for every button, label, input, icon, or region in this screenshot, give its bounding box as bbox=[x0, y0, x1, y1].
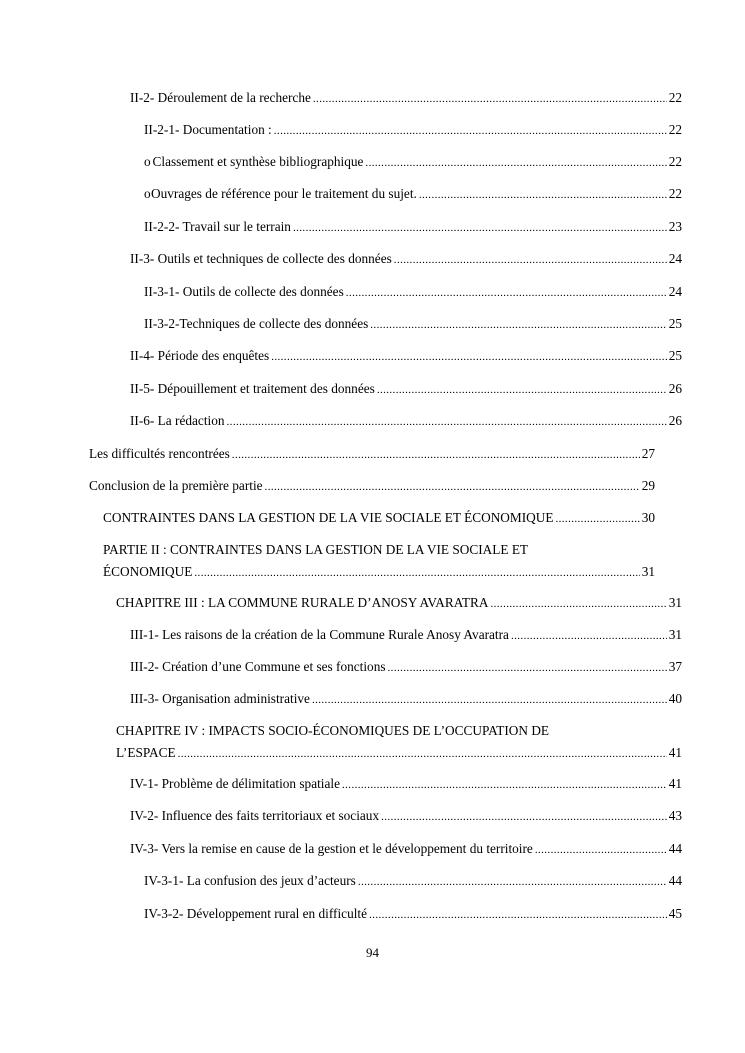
toc-entry-iv-3-1[interactable] bbox=[144, 872, 682, 891]
toc-entry-ii-4[interactable] bbox=[130, 347, 682, 366]
dot-leader bbox=[535, 842, 667, 859]
dot-leader bbox=[312, 692, 667, 709]
toc-entry-page: 29 bbox=[641, 478, 655, 493]
toc-entry-iv-1[interactable] bbox=[130, 775, 682, 794]
toc-entry-contraintes[interactable] bbox=[103, 509, 655, 528]
toc-entry-page: 40 bbox=[668, 691, 682, 706]
dot-leader bbox=[232, 447, 640, 464]
dot-leader bbox=[271, 349, 667, 366]
toc-entry-title-line1: CHAPITRE IV : IMPACTS SOCIO-ÉCONOMIQUES DE L’OCCUPATION DE bbox=[116, 723, 550, 738]
toc-entry-page: 22 bbox=[668, 186, 682, 201]
toc-entry-ouvrages[interactable] bbox=[144, 185, 682, 204]
toc-entry-page: 31 bbox=[668, 627, 682, 642]
toc-entry-page: 27 bbox=[641, 446, 655, 461]
toc-entry-iv-3[interactable] bbox=[130, 840, 682, 859]
dot-leader bbox=[293, 220, 667, 237]
toc-entry-title: CHAPITRE III : LA COMMUNE RURALE D’ANOSY AVARATRA bbox=[116, 595, 489, 610]
toc-entry-page: 24 bbox=[668, 284, 682, 299]
toc-entry-ii-2-1[interactable] bbox=[144, 121, 682, 140]
toc-entry-iii-1[interactable] bbox=[130, 626, 682, 645]
toc-entry-page: 22 bbox=[668, 154, 682, 169]
toc-entry-title: II-2-1- Documentation : bbox=[144, 122, 272, 137]
toc-entry-title: IV-3- Vers la remise en cause de la gestion et le développement du territoire bbox=[130, 841, 533, 856]
dot-leader bbox=[394, 252, 667, 269]
toc-entry-title-line1: PARTIE II : CONTRAINTES DANS LA GESTION DE LA VIE SOCIALE ET bbox=[103, 542, 529, 557]
dot-leader bbox=[490, 596, 666, 613]
dot-leader bbox=[381, 809, 667, 826]
dot-leader bbox=[313, 91, 667, 108]
toc-entry-title: II-3- Outils et techniques de collecte des données bbox=[130, 251, 392, 266]
toc-entry-title: II-5- Dépouillement et traitement des données bbox=[130, 381, 375, 396]
toc-entry-page: 22 bbox=[668, 90, 682, 105]
toc-entry-ii-3-1[interactable] bbox=[144, 283, 682, 302]
toc-entry-chapitre-iv[interactable] bbox=[116, 720, 682, 765]
toc-entry-difficultes[interactable] bbox=[89, 445, 655, 464]
toc-entry-page: 25 bbox=[668, 348, 682, 363]
dot-leader bbox=[555, 511, 639, 528]
toc-entry-title: II-4- Période des enquêtes bbox=[130, 348, 270, 363]
toc-entry-ii-2-2[interactable] bbox=[144, 218, 682, 237]
toc-entry-partie-ii[interactable] bbox=[103, 539, 655, 584]
dot-leader bbox=[369, 907, 667, 924]
toc-entry-title: II-3-2-Techniques de collecte des données bbox=[144, 316, 369, 331]
dot-leader bbox=[194, 562, 639, 584]
toc-entry-title: III-2- Création d’une Commune et ses fonctions bbox=[130, 659, 386, 674]
toc-entry-title: Classement et synthèse bibliographique bbox=[152, 154, 364, 169]
toc-entry-page: 44 bbox=[668, 873, 682, 888]
toc-entry-title: IV-3-2- Développement rural en difficulté bbox=[144, 906, 368, 921]
dot-leader bbox=[265, 479, 640, 496]
toc-entry-title: III-3- Organisation administrative bbox=[130, 691, 310, 706]
toc-entry-title-line2: L’ESPACE bbox=[116, 745, 176, 760]
toc-entry-ii-3-2[interactable] bbox=[144, 315, 682, 334]
toc-entry-page: 30 bbox=[641, 510, 655, 525]
page-number: 94 bbox=[366, 945, 379, 960]
dot-leader bbox=[365, 155, 666, 172]
toc-entry-page: 44 bbox=[668, 841, 682, 856]
dot-leader bbox=[377, 382, 667, 399]
toc-entry-page: 31 bbox=[668, 595, 682, 610]
dot-leader bbox=[358, 874, 667, 891]
toc-entry-page: 23 bbox=[668, 219, 682, 234]
dot-leader bbox=[346, 285, 667, 302]
bullet-marker: o bbox=[144, 186, 151, 201]
toc-entry-title: II-3-1- Outils de collecte des données bbox=[144, 284, 344, 299]
toc-entry-chapitre-iii[interactable] bbox=[116, 594, 682, 613]
toc-entry-page: 26 bbox=[668, 381, 682, 396]
toc-entry-title: IV-1- Problème de délimitation spatiale bbox=[130, 776, 340, 791]
toc-entry-ii-5[interactable] bbox=[130, 380, 682, 399]
toc-entry-conclusion[interactable] bbox=[89, 477, 655, 496]
toc-entry-iii-2[interactable] bbox=[130, 658, 682, 677]
toc-entry-page: 41 bbox=[668, 745, 682, 760]
dot-leader bbox=[419, 187, 667, 204]
toc-entry-title: II-2- Déroulement de la recherche bbox=[130, 90, 311, 105]
toc-entry-title: IV-3-1- La confusion des jeux d’acteurs bbox=[144, 873, 356, 888]
toc-entry-title-line2: ÉCONOMIQUE bbox=[103, 564, 193, 579]
dot-leader bbox=[511, 628, 667, 645]
dot-leader bbox=[178, 743, 667, 765]
toc-entry-title: CONTRAINTES DANS LA GESTION DE LA VIE SOCIALE ET ÉCONOMIQUE bbox=[103, 510, 554, 525]
dot-leader bbox=[227, 414, 667, 431]
toc-entry-title: II-6- La rédaction bbox=[130, 413, 225, 428]
toc-entry-page: 45 bbox=[668, 906, 682, 921]
dot-leader bbox=[342, 777, 667, 794]
toc-entry-page: 37 bbox=[668, 659, 682, 674]
toc-entry-title: III-1- Les raisons de la création de la Commune Rurale Anosy Avaratra bbox=[130, 627, 509, 642]
toc-entry-ii-3[interactable] bbox=[130, 250, 682, 269]
toc-entry-page: 31 bbox=[641, 564, 655, 579]
toc-entry-iv-2[interactable] bbox=[130, 807, 682, 826]
dot-leader bbox=[274, 123, 667, 140]
dot-leader bbox=[388, 660, 667, 677]
toc-entry-classement[interactable] bbox=[144, 153, 682, 172]
toc-entry-page: 43 bbox=[668, 808, 682, 823]
toc-entry-title: Ouvrages de référence pour le traitement du sujet. bbox=[151, 186, 417, 201]
toc-entry-title: II-2-2- Travail sur le terrain bbox=[144, 219, 291, 234]
toc-entry-iii-3[interactable] bbox=[130, 690, 682, 709]
toc-entry-page: 24 bbox=[668, 251, 682, 266]
toc-entry-ii-6[interactable] bbox=[130, 412, 682, 431]
toc-entry-title: Les difficultés rencontrées bbox=[89, 446, 230, 461]
toc-entry-page: 41 bbox=[668, 776, 682, 791]
toc-entry-ii-2[interactable] bbox=[130, 89, 682, 108]
toc-entry-page: 25 bbox=[668, 316, 682, 331]
toc-entry-title: Conclusion de la première partie bbox=[89, 478, 263, 493]
toc-entry-page: 22 bbox=[668, 122, 682, 137]
toc-entry-iv-3-2[interactable] bbox=[144, 905, 682, 924]
toc-entry-page: 26 bbox=[668, 413, 682, 428]
toc-entry-title: IV-2- Influence des faits territoriaux et sociaux bbox=[130, 808, 380, 823]
bullet-marker: o bbox=[144, 154, 151, 169]
dot-leader bbox=[370, 317, 666, 334]
